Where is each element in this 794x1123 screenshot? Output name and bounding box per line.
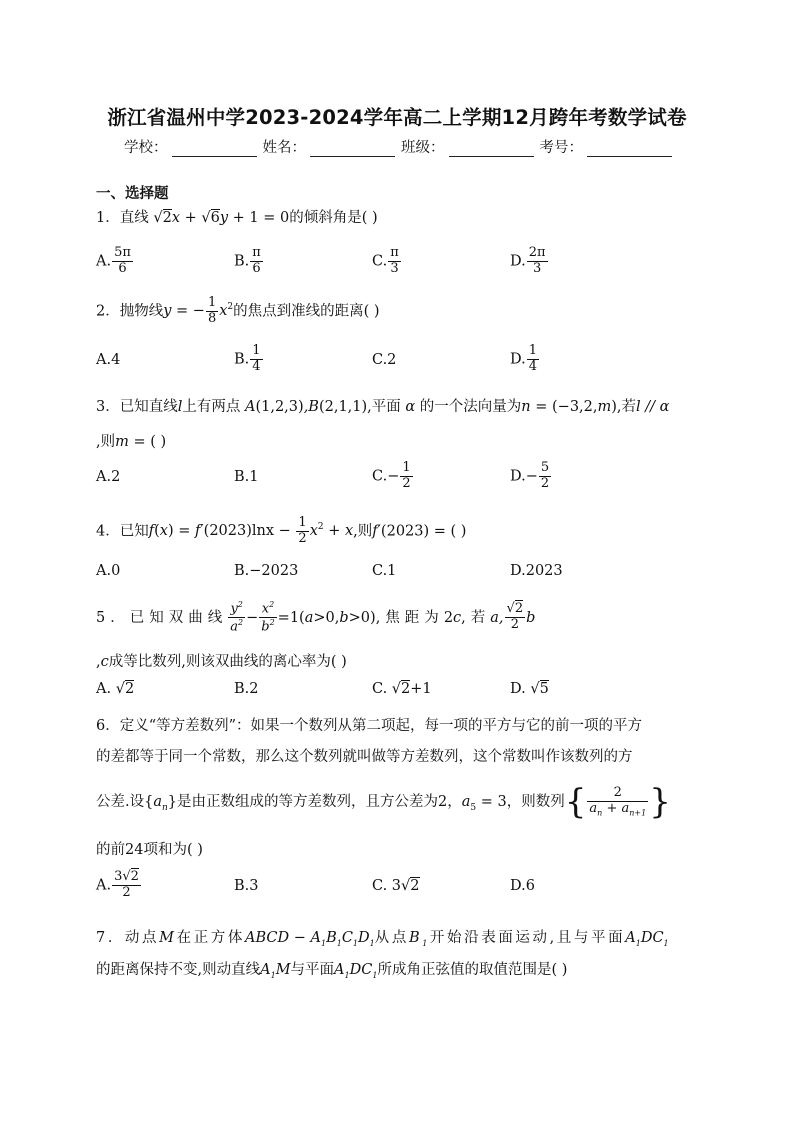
q3-option-b: B.1 [234,469,259,485]
q1-formula: √2x + √6y + 1 = 0 [153,210,290,226]
q1-tail: 的倾斜角是( ) [289,210,378,226]
q3-mid4: 若 [621,399,637,415]
q3-option-a: A.2 [96,469,121,485]
q6-series: { $\frac{2}{a_n + a_{n+1}}$ } [564,782,671,822]
q6-a5: $a_5 = 3$ [461,794,507,813]
q1-option-d: D. $\frac{2\pi}{3}$ [510,245,546,276]
question-5: 5．已知双曲线 $\frac{y^2}{a^2}$ − $\frac{x^2}{b^2}$ =1(a>0,b>0),焦距为2c,若a, $\frac{√2}{2}$ b [96,600,536,635]
q5-c: c [100,654,109,670]
q3-mid1: 上有两点 [182,399,241,415]
q6-seq: $\{a_n\}$ [144,794,178,813]
q7-cube: ABCD − $A_1B_1C_1D_1$ [245,930,375,948]
q2-option-c: C.2 [372,352,397,368]
student-info-row [124,136,678,157]
q7-plane: $A_1DC_1$ [625,930,669,948]
q2-formula: y = − $\frac{1}{8}$ $x^2$ [163,295,234,326]
q3-option-d-label: D. [510,468,526,485]
q7-line1c: 从点 [374,930,409,946]
q2-option-b-label: B. [234,351,250,368]
q5-terms: a, $\frac{√2}{2}$ b [490,601,536,633]
q5-option-b: B.2 [234,681,259,697]
q5-2c: 2c [443,609,462,626]
question-5-line2: ,c成等比数列,则该双曲线的离心率为( ) [96,654,347,670]
q3-option-c-label: C. [372,468,388,485]
q3-mid3: 的一个法向量为 [419,399,522,415]
q7-line1d: 开始沿表面运动,且与平面 [429,930,626,946]
question-3-line2: ,则m = ( ) [96,434,167,450]
q4-option-a: A.0 [96,563,121,579]
q7-line1a: 7．动点 [96,930,160,946]
question-6-line4: 的前24项和为( ) [96,842,203,858]
q7-M: M [159,930,177,946]
q7-A1M: $A_1M$ [260,962,291,980]
question-6-line3 [96,782,671,822]
q2-option-d: D. $\frac{1}{4}$ [510,343,537,374]
q3-stem: 3．已知直线 [96,399,178,415]
q4-option-b: B.−2023 [234,563,299,579]
question-2 [96,296,380,327]
school-label: 学校： [124,140,168,156]
q5-option-d-label: D. [510,681,526,697]
q3-alpha: α [405,399,420,415]
q7-line2c: 所成角正弦值的取值范围是( ) [377,962,568,978]
q7-line2b: 与平面 [290,962,335,978]
question-6-line2: 的差都等于同一个常数，那么这个数列就叫做等方差数列，这个常数叫作该数列的方 [96,749,633,765]
q5-mid: 焦距为 [385,609,444,626]
q6-line3c: ，则数列 [506,794,565,810]
q3-l: l [177,399,183,415]
q1-option-d-label: D. [510,253,526,270]
q3-tail: ( ) [150,434,167,450]
q5-option-c-label: C. [372,681,388,697]
q6-option-a-label: A. [96,877,112,894]
q2-tail: 的焦点到准线的距离( ) [233,303,380,320]
question-7-line1 [96,926,669,948]
q6-option-c-label: C. [372,878,388,894]
id-blank [587,140,672,157]
q2-option-d-label: D. [510,351,526,368]
q4-option-b-label: B. [234,563,250,579]
question-4: 4．已知f(x) = f′(2023)lnx − $\frac{1}{2}$ $x^2 + x$,则f′(2023) = ( ) [96,515,467,546]
school-blank [172,140,257,157]
exam-title: 浙江省温州中学2023-2024学年高二上学期12月跨年考数学试卷 [107,106,687,129]
q5-mid2: 若 [470,609,491,626]
q6-option-d: D.6 [510,878,535,894]
question-3: 3．已知直线l上有两点 A(1,2,3),B(2,1,1),平面 α 的一个法向量为n = (−3,2,m),若l // α [96,399,670,415]
name-blank [310,140,395,157]
q1-option-a: A. $\frac{5\pi}{6}$ [96,245,131,276]
q3-option-c: C.− $\frac{1}{2}$ [372,460,411,491]
q7-line1b: 在正方体 [176,930,245,946]
q7-plane2: $A_1DC_1$ [334,962,378,980]
q6-line3b: 是由正数组成的等方差数列，且方公差为2， [177,794,462,810]
q3-normal-vector: n = (−3,2,m) [521,399,617,415]
q3-mid2: 平面 [371,399,401,415]
q1-option-b: B. $\frac{\pi}{6}$ [234,245,261,276]
id-label: 考号： [539,140,583,156]
q4-option-d-label: D. [510,563,526,579]
q2-option-b: B. $\frac{1}{4}$ [234,343,261,374]
q3-option-d: D.− $\frac{5}{2}$ [510,460,550,491]
q2-option-a: A.4 [96,352,121,368]
q1-stem: 1．直线 [96,210,149,226]
q5-line1: 5．已知双曲线 [96,609,228,626]
q1-option-a-label: A. [96,253,112,270]
question-6-line1: 6．定义“等方差数列”：如果一个数列从第二项起，每一项的平方与它的前一项的平方 [96,718,643,734]
q6-option-c: C. 3√2 [372,878,420,894]
q6-line3a: 公差.设 [96,794,145,810]
class-blank [449,140,534,157]
name-label: 姓名： [262,140,306,156]
question-1 [96,206,378,227]
q5-option-d: D. √5 [510,681,549,697]
section-heading: 一、选择题 [96,186,169,202]
q5-formula: $\frac{y^2}{a^2}$ − $\frac{x^2}{b^2}$ =1(a>0,b>0) [230,600,376,635]
class-label: 班级： [401,140,445,156]
q4-option-d: D.2023 [510,563,563,579]
q7-line2a: 的距离保持不变,则动直线 [96,962,261,978]
q5-option-a-label: A. [96,681,112,697]
question-7-line2 [96,958,567,980]
q4-ask: f′(2023) = [372,523,451,540]
q1-option-c: C. $\frac{\pi}{3}$ [372,245,399,276]
q3-points: A(1,2,3),B(2,1,1) [244,399,368,415]
q6-option-a: A. $\frac{3√2}{2}$ [96,869,139,900]
q4-option-c: C.1 [372,563,397,579]
q1-option-b-label: B. [234,253,250,270]
q4-tail: ( ) [450,523,467,540]
q5-option-c: C. √2+1 [372,681,432,697]
q6-option-b: B.3 [234,878,259,894]
q3-line2-text: 则 [100,434,116,450]
q5-option-a: A. √2 [96,681,135,697]
q4-mid: 则 [357,523,373,540]
q2-stem: 2．抛物线 [96,303,164,320]
q4-stem: 4．已知 [96,523,149,540]
q5-line2: 成等比数列,则该双曲线的离心率为( ) [108,654,347,670]
q1-option-c-label: C. [372,253,388,270]
q4-formula: f(x) = f′(2023)lnx − $\frac{1}{2}$ $x^2 + x$ [148,515,354,546]
q3-parallel: l // α [636,399,670,415]
q7-B1: $B_1$ [408,930,430,948]
q3-m: m [115,434,129,450]
